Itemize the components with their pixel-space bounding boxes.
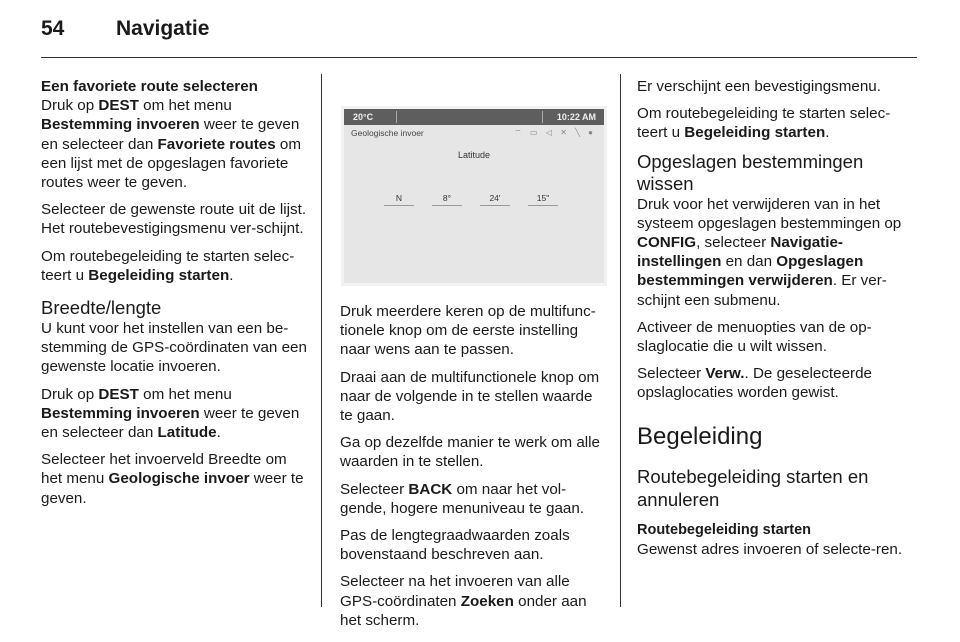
paragraph: Druk op DEST om het menu Bestemming invoeren weer te geven en selecteer dan Latitude. — [41, 385, 300, 442]
paragraph: Pas de lengtegraadwaarden zoals bovenstaand beschreven aan. — [340, 527, 570, 564]
coordinate-seconds[interactable]: 15" — [536, 193, 550, 203]
column-divider-2 — [620, 74, 621, 607]
paragraph: Draai aan de multifunctionele knop om naar de volgende in te stellen waarde te gaan. — [340, 368, 600, 425]
page-title: Navigatie — [116, 17, 210, 40]
section-heading-start-cancel-guidance: Routebegeleiding starten en annuleren — [637, 465, 869, 510]
clock-readout: 10:22 AM — [556, 112, 596, 122]
coordinate-fields — [384, 193, 564, 209]
page-number: 54 — [41, 17, 65, 40]
paragraph: Selecteer Verw.. De geselecteerde opslaglocaties worden gewist. — [637, 365, 873, 402]
paragraph: Om routebegeleiding te starten selec-teert u Begeleiding starten. — [637, 105, 891, 142]
paragraph: Druk voor het verwijderen van in het systeem opgeslagen bestemmingen op CONFIG, selecteer Navigatie-instellingen en dan Opgeslagen bestemmingen verwijderen. Er ver-schijnt een submenu. — [637, 195, 902, 309]
paragraph: Ga op dezelfde manier te werk om alle waarden in te stellen. — [340, 434, 601, 471]
infotainment-screenshot — [341, 106, 607, 286]
screen-title: Geologische invoer — [351, 128, 424, 138]
field-underline — [432, 205, 462, 206]
paragraph: Selecteer de gewenste route uit de lijst. Het routebevestigingsmenu ver-schijnt. — [41, 201, 307, 238]
field-underline — [384, 205, 414, 206]
paragraph: Selecteer BACK om naar het vol-gende, hogere menuniveau te gaan. — [340, 480, 585, 517]
paragraph: Gewenst adres invoeren of selecte-ren. — [637, 540, 903, 558]
field-underline — [480, 205, 510, 206]
section-heading-favorite-route: Een favoriete route selecteren — [41, 78, 258, 95]
coordinate-direction[interactable]: N — [395, 193, 403, 203]
paragraph: Om routebegeleiding te starten selec-teert u Begeleiding starten. — [41, 247, 295, 284]
status-separator — [396, 111, 397, 123]
temperature-readout: 20°C — [353, 112, 374, 122]
paragraph: Er verschijnt een bevestigingsmenu. — [637, 78, 881, 95]
section-heading-delete-destinations: Opgeslagen bestemmingen wissen — [637, 150, 864, 194]
status-bar — [344, 109, 604, 125]
status-icons: ⌔ ▭ ◁ ✕ ╲ ● — [514, 128, 596, 137]
paragraph: Selecteer het invoerveld Breedte om het menu Geologische invoer weer te geven. — [41, 451, 304, 507]
column-1 — [41, 77, 309, 516]
column-2 — [340, 302, 608, 638]
section-heading-latitude-longitude: Breedte/lengte — [41, 297, 162, 319]
section-heading-start-guidance: Routebegeleiding starten — [637, 521, 812, 538]
paragraph: Activeer de menuopties van de op-slaglocatie die u wilt wissen. — [637, 318, 872, 356]
section-heading-guidance: Begeleiding — [637, 422, 763, 450]
field-underline — [528, 205, 558, 206]
status-separator — [542, 111, 543, 123]
coordinate-minutes[interactable]: 24' — [489, 193, 501, 203]
paragraph: Druk meerdere keren op de multifunc-tionele knop om de eerste instelling naar wens aan te passen. — [340, 303, 596, 359]
coordinate-degrees[interactable]: 8° — [442, 193, 452, 203]
paragraph: Selecteer na het invoeren van alle GPS-coördinaten Zoeken onder aan het scherm. — [340, 573, 587, 629]
column-divider-1 — [321, 74, 322, 607]
paragraph: Druk op DEST om het menu Bestemming invoeren weer te geven en selecteer dan Favoriete routes om een lijst met de opgeslagen favoriete routes weer te geven. — [41, 97, 302, 192]
field-label-latitude: Latitude — [457, 150, 491, 160]
header-rule — [41, 57, 917, 58]
paragraph: U kunt voor het instellen van een be-stemming de GPS-coördinaten van een gewenste locatie invoeren. — [41, 320, 307, 376]
display-screen — [344, 109, 604, 283]
column-3 — [637, 77, 917, 567]
